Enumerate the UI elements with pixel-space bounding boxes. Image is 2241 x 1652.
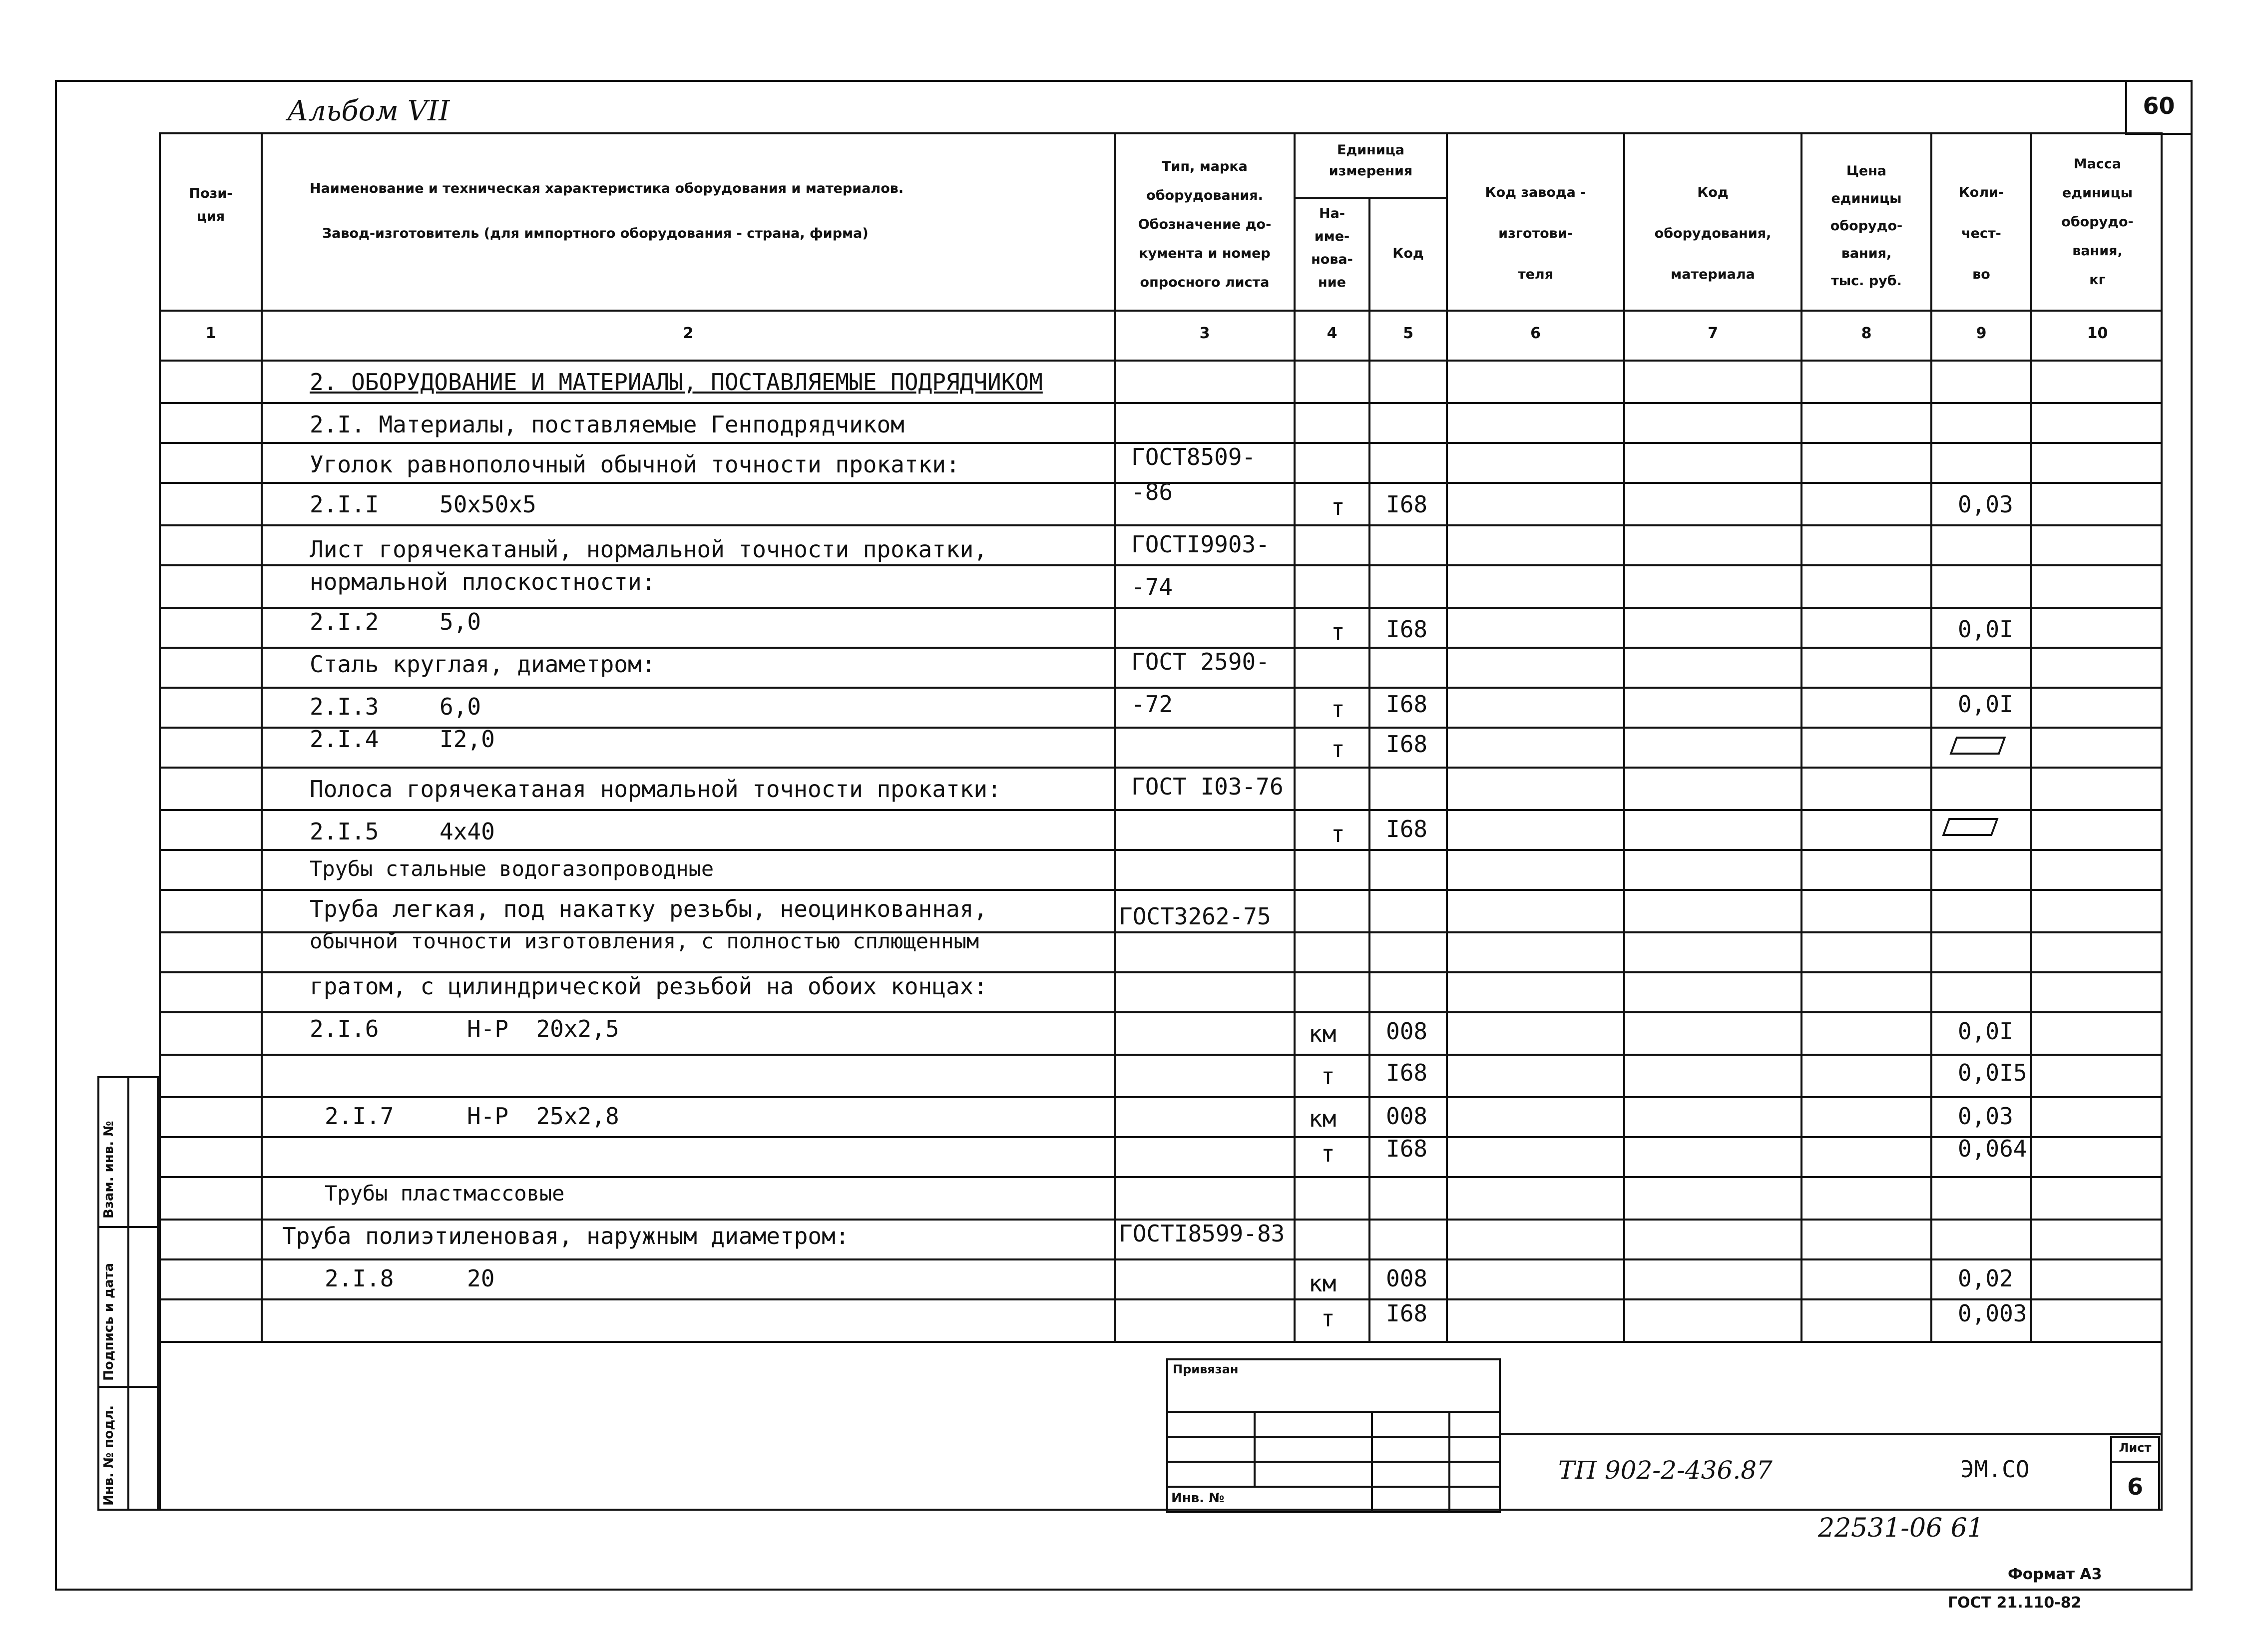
table-row-unit: т [1321, 1140, 1335, 1167]
table-row-unit: т [1321, 1305, 1335, 1332]
table-row-unit: км [1309, 1020, 1337, 1047]
table-row-pos: 2.I.4 [310, 726, 379, 753]
side-label-inv-podl: Инв. № подл. [101, 1405, 116, 1506]
section-title: 2. ОБОРУДОВАНИЕ И МАТЕРИАЛЫ, ПОСТАВЛЯЕМЫЕ ПОДРЯДЧИКОМ [310, 369, 1043, 396]
table-row-qty: 0,03 [1958, 1103, 2013, 1130]
header-unit-code: Код [1392, 246, 1424, 261]
table-row-name: Лист горячекатаный, нормальной точности прокатки, [310, 536, 988, 563]
archive-number: 22531-06 61 [1818, 1513, 1984, 1543]
table-row-doc: -72 [1131, 691, 1173, 718]
table-row-spec: 6,0 [440, 693, 481, 720]
table-row-name: обычной точности изготовления, с полностью сплющенным [310, 929, 979, 953]
sheet-label: Лист [2119, 1441, 2152, 1455]
header-name-line1: Наименование и техническая характеристика оборудования и материалов. [310, 181, 904, 196]
table-row-code: I68 [1386, 1135, 1428, 1162]
table-row-unit: км [1309, 1105, 1337, 1132]
table-row-unit: км [1309, 1270, 1337, 1297]
table-row-doc: -86 [1131, 478, 1173, 505]
document-mark: ЭМ.СО [1960, 1456, 2030, 1483]
sheet-number: 6 [2127, 1473, 2143, 1500]
table-row-pos: 2.I.3 [310, 693, 379, 720]
table-row-code: I68 [1386, 491, 1428, 518]
table-row-code: I68 [1386, 731, 1428, 758]
table-row-code: I68 [1386, 616, 1428, 643]
table-row-name: Сталь круглая, диаметром: [310, 651, 656, 678]
album-label: Альбом VII [287, 95, 450, 127]
table-row-pos: 2.I.6 [310, 1015, 379, 1042]
table-row-doc: ГОСТ I03-76 [1131, 773, 1284, 800]
table-row-spec: 50x50x5 [440, 491, 536, 518]
table-row-spec: Н-Р 25x2,8 [467, 1103, 619, 1130]
table-row-doc: ГОСТI8599-83 [1119, 1220, 1285, 1247]
table-row-name: нормальной плоскостности: [310, 568, 656, 595]
table-row-spec: I2,0 [440, 726, 495, 753]
header-material-code: Код оборудования, материала [1654, 185, 1772, 282]
inventory-label: Инв. № [1171, 1491, 1225, 1506]
table-row-doc: ГОСТ8509- [1131, 443, 1256, 470]
table-row-pos: 2.I.I [310, 491, 379, 518]
table-row-spec: 4x40 [440, 818, 495, 845]
table-row-unit: т [1331, 736, 1345, 763]
blank-quantity-mark [1942, 818, 1998, 836]
table-row-name: гратом, с цилиндрической резьбой на обоих концах: [310, 973, 988, 1000]
header-unit: Единица измерения [1329, 142, 1413, 179]
table-row-doc: -74 [1131, 573, 1173, 600]
table-row-doc: ГОСТ 2590- [1131, 648, 1270, 675]
table-row-doc: ГОСТ3262-75 [1119, 903, 1271, 930]
table-row-name: Полоса горячекатаная нормальной точности прокатки: [310, 776, 1001, 803]
table-row-unit: т [1331, 821, 1345, 847]
table-row-qty: 0,02 [1958, 1265, 2013, 1292]
header-quantity: Коли- чест- во [1958, 185, 2004, 282]
table-row-spec: 5,0 [440, 608, 481, 635]
header-mass: Масса единицы оборудо- вания, кг [2061, 156, 2134, 288]
table-row-unit: т [1331, 618, 1345, 645]
table-row-unit: т [1331, 696, 1345, 723]
header-position: Пози- ция [189, 186, 233, 224]
table-row-code: 008 [1386, 1265, 1428, 1292]
header-name-line2: Завод-изготовитель (для импортного оборудования - страна, фирма) [322, 226, 869, 241]
table-row-code: 008 [1386, 1103, 1428, 1130]
table-row-name: Труба полиэтиленовая, наружным диаметром: [282, 1223, 850, 1249]
table-row-code: I68 [1386, 691, 1428, 718]
table-row-qty: 0,0I [1958, 1018, 2013, 1045]
header-price: Цена единицы оборудо- вания, тыс. руб. [1830, 163, 1903, 289]
table-row-pos: 2.I.7 [325, 1103, 394, 1130]
header-type: Тип, марка оборудования. Обозначение до- кумента и номер опросного листа [1138, 159, 1272, 290]
side-label-signature-date: Подпись и дата [101, 1262, 116, 1381]
subsection-title: 2.I. Материалы, поставляемые Генподрядчиком [310, 411, 904, 438]
format-label: Формат А3 [2008, 1566, 2102, 1583]
table-row-pos: 2.I.5 [310, 818, 379, 845]
table-row-spec: 20 [467, 1265, 495, 1292]
table-row-qty: 0,0I5 [1958, 1059, 2027, 1086]
side-label-vzam-inv: Взам. инв. № [101, 1121, 116, 1219]
table-row-name: Трубы стальные водогазопроводные [310, 856, 714, 881]
table-row-name: Труба легкая, под накатку резьбы, неоцинкованная, [310, 895, 988, 922]
table-row-code: I68 [1386, 1059, 1428, 1086]
gost-label: ГОСТ 21.110-82 [1948, 1594, 2082, 1612]
table-row-code: 008 [1386, 1018, 1428, 1045]
table-row-pos: 2.I.8 [325, 1265, 394, 1292]
table-row-qty: 0,003 [1958, 1300, 2027, 1327]
table-row-code: I68 [1386, 816, 1428, 842]
table-row-doc: ГОСТI9903- [1131, 531, 1270, 558]
table-row-unit: т [1321, 1063, 1335, 1090]
page-number: 60 [2143, 92, 2175, 119]
header-unit-name: На- име- нова- ние [1311, 206, 1353, 290]
table-row-unit: т [1331, 493, 1345, 520]
header-factory-code: Код завода - изготови- теля [1485, 185, 1586, 282]
blank-quantity-mark [1949, 737, 2006, 755]
table-row-qty: 0,03 [1958, 491, 2013, 518]
table-row-name: Уголок равнополочный обычной точности прокатки: [310, 451, 960, 478]
table-row-pos: 2.I.2 [310, 608, 379, 635]
table-row-qty: 0,0I [1958, 691, 2013, 718]
binding-label: Привязан [1173, 1362, 1239, 1376]
table-row-qty: 0,064 [1958, 1135, 2027, 1162]
table-row-code: I68 [1386, 1300, 1428, 1327]
table-row-name: Трубы пластмассовые [325, 1181, 565, 1206]
document-code: ТП 902-2-436.87 [1558, 1456, 1773, 1485]
table-row-spec: Н-Р 20x2,5 [467, 1015, 619, 1042]
table-row-qty: 0,0I [1958, 616, 2013, 643]
